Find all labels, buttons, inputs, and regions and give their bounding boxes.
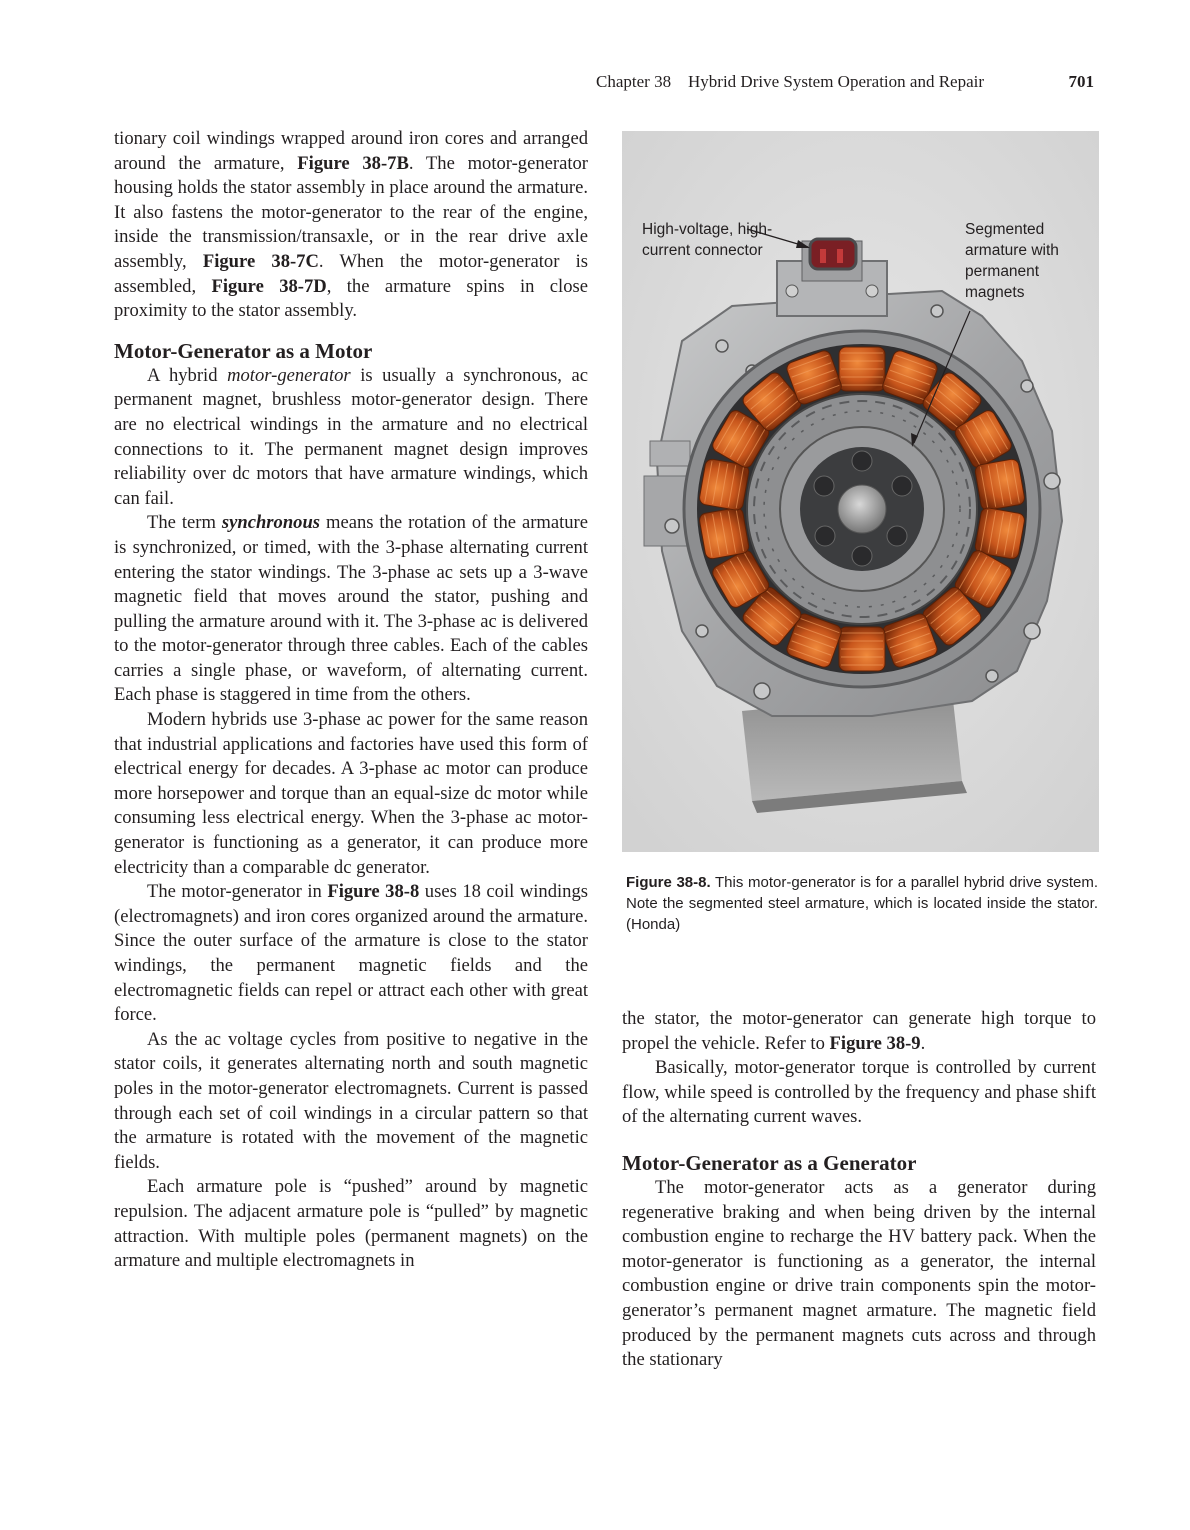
right-column xyxy=(622,1007,1096,1373)
key-term: synchronous xyxy=(221,512,321,534)
paragraph: the stator, the motor-generator can generate high torque to propel the vehicle. Refer to Figure 38-9. xyxy=(622,1008,1096,1054)
paragraph: tionary coil windings wrapped around iron cores and arranged around the armature, Figure 38-7B. The motor-generator housing holds the stator assembly in place around the armature. It also fastens the motor-generator to the rear of the engine, inside the transmission/transaxle, or in the rear drive axle assembly, Figure 38-7C. When the motor-generator is assembled, Figure 38-7D, the armature spins in close proximity to the stator assembly. xyxy=(114,128,589,322)
paragraph: A hybrid motor-generator is usually a synchronous, ac permanent magnet, brushless motor-generator design. There are no electrical windings in the armature and no electrical connections to it. The permanent magnet design improves reliability over dc motors that have armature windings, which can fail. xyxy=(114,364,588,509)
running-head xyxy=(596,70,1096,94)
chapter-label: Chapter 38 xyxy=(596,72,672,91)
paragraph: The motor-generator acts as a generator during regenerative braking and when being driven by the internal combustion engine to recharge the HV battery pack. When the motor-generator is functioning as a generator, the internal combustion engine or drive train components spin the motor-generator’s permanent magnet armature. The magnetic field produced by the permanent magnets cuts across and through the stationary xyxy=(622,1176,1096,1371)
figure-reference: Figure 38-8 xyxy=(327,881,420,903)
label-hv-connector: High-voltage, high-current connector xyxy=(642,221,773,259)
page-number: 701 xyxy=(1068,72,1094,91)
label-segmented-armature: Segmented armature with permanent magnets xyxy=(965,221,1059,301)
figure-reference: Figure 38-7C xyxy=(202,250,319,272)
section-heading: Motor-Generator as a Motor xyxy=(114,338,373,363)
paragraph: Basically, motor-generator torque is controlled by current flow, while speed is controlled by the frequency and phase shift of the alternating current waves. xyxy=(622,1057,1096,1128)
paragraph: The motor-generator in Figure 38-8 uses 18 coil windings (electromagnets) and iron cores organized around the armature. Since the outer surface of the armature is close to the stator windings, the permanent magnetic fields and the electromagnetic fields can repel or attract each other with great force. xyxy=(114,881,589,1026)
figure-reference: Figure 38-7D xyxy=(211,275,327,297)
caption-number: Figure 38-8. xyxy=(626,874,711,891)
figure-38-8-photo xyxy=(622,131,1099,852)
paragraph: As the ac voltage cycles from positive to negative in the stator coils, it generates alternating north and south magnetic poles in the motor-generator electromagnets. Current is passed through each set of coil windings in a circular pattern so that the armature is rotated with the movement of the magnetic fields. xyxy=(114,1028,588,1173)
caption-text: This motor-generator is for a parallel hybrid drive system. Note the segmented steel armature, which is located inside the stator. (Honda) xyxy=(626,874,1098,933)
figure-reference: Figure 38-7B xyxy=(297,152,409,174)
emphasis-term: motor-generator xyxy=(227,364,351,386)
paragraph: The term synchronous means the rotation of the armature is synchronized, or timed, with the 3-phase alternating current entering the stator windings. The 3-phase ac sets up a 3-wave magnetic field that moves around the stator, pushing and pulling the armature around with it. The 3-phase ac is delivered to the motor-generator through three cables. Each of the cables carries a single phase, or waveform, of alternating current. Each phase is staggered in time from the others. xyxy=(114,512,589,706)
figure-caption xyxy=(626,872,1098,935)
chapter-title: Hybrid Drive System Operation and Repair xyxy=(688,72,985,91)
left-column xyxy=(114,127,588,1274)
paragraph: Each armature pole is “pushed” around by magnetic repulsion. The adjacent armature pole is “pulled” by magnetic attraction. With multiple poles (permanent magnets) on the armature and multiple electromagnets in xyxy=(114,1176,588,1272)
paragraph: Modern hybrids use 3-phase ac power for the same reason that industrial applications and factories have used this form of electrical energy for decades. A 3-phase ac motor can produce more horsepower and torque than an equal-size dc motor while consuming less electrical energy. When the 3-phase ac motor-generator is functioning as a generator, it can produce more electricity than a comparable dc generator. xyxy=(114,709,588,878)
section-heading: Motor-Generator as a Generator xyxy=(622,1150,917,1175)
figure-reference: Figure 38-9 xyxy=(829,1032,921,1054)
